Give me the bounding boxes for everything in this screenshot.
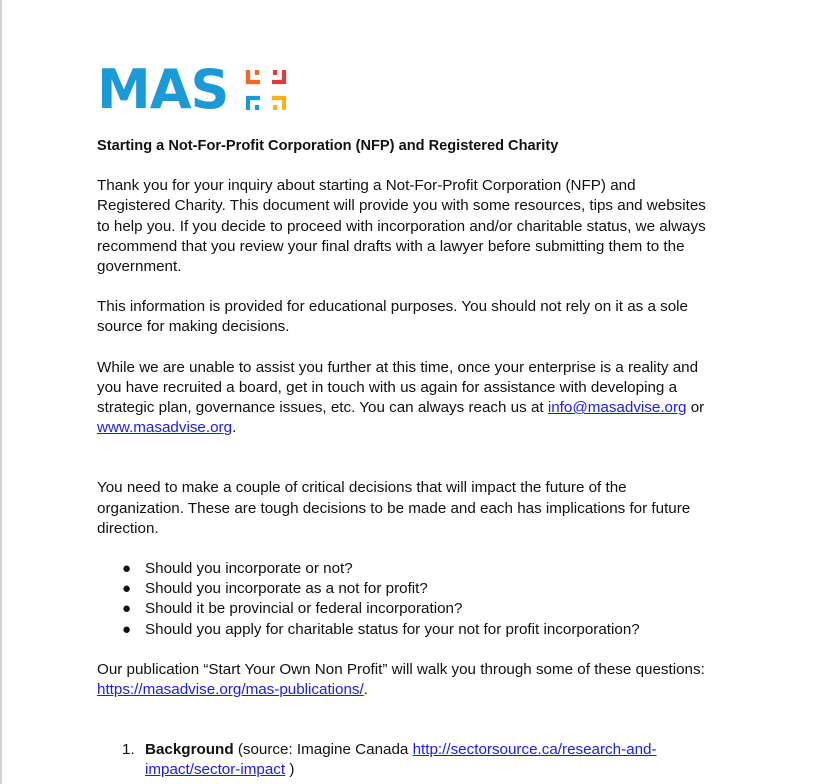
item-number: 1. bbox=[122, 741, 135, 759]
decisions-paragraph: You need to make a couple of critical decisions that will impact the future of the organization. These are tough decisions to be made and each has implications for future direction. bbox=[97, 479, 691, 537]
disclaimer-paragraph: This information is provided for educational purposes. You should not rely on it as a sole source for making decisions. bbox=[97, 298, 688, 336]
publication-paragraph bbox=[97, 660, 711, 700]
numbered-item bbox=[122, 740, 711, 780]
list-item-text: Should you incorporate or not? bbox=[145, 560, 353, 578]
blank-line bbox=[97, 458, 711, 478]
list-item-text: Should it be provincial or federal incorporation? bbox=[145, 600, 463, 618]
logo-text: MAS bbox=[97, 58, 229, 121]
contact-paragraph bbox=[97, 358, 711, 439]
sector-source-link[interactable]: http://sectorsource.ca/research-and-impact/sector-impact bbox=[145, 741, 657, 779]
decision-list bbox=[97, 559, 711, 640]
numbered-list bbox=[97, 740, 711, 780]
intro-paragraph: Thank you for your inquiry about starting a Not-For-Profit Corporation (NFP) and Registered Charity. This document will provide you with some resources, tips and websites to help you. If you decide to proceed with incorporation and/or charitable status, we always recommend that you review your final drafts with a lawyer before submitting them to the government. bbox=[97, 177, 706, 276]
publications-link[interactable]: https://masadvise.org/mas-publications/ bbox=[97, 681, 364, 699]
list-item bbox=[122, 579, 711, 599]
list-item bbox=[122, 620, 711, 640]
publication-text: Our publication “Start Your Own Non Profit” will walk you through some of these questions: bbox=[97, 660, 705, 678]
publication-end: . bbox=[363, 681, 368, 699]
page-edge bbox=[0, 0, 2, 784]
contact-end: . bbox=[232, 419, 237, 437]
bullet-icon: ● bbox=[122, 580, 132, 598]
bullet-icon: ● bbox=[122, 560, 132, 578]
bullet-icon: ● bbox=[122, 600, 132, 618]
list-item-text: Should you apply for charitable status for your not for profit incorporation? bbox=[145, 620, 640, 638]
mas-logo bbox=[97, 58, 711, 121]
item-heading: Background bbox=[145, 741, 234, 759]
document-page bbox=[97, 58, 711, 781]
website-link[interactable]: www.masadvise.org bbox=[97, 419, 233, 437]
document-title: Starting a Not-For-Profit Corporation (NFP) and Registered Charity bbox=[97, 138, 559, 154]
list-item bbox=[122, 559, 711, 579]
mas-logo-mark-icon bbox=[242, 66, 290, 114]
contact-or: or bbox=[686, 399, 705, 417]
email-link[interactable]: info@masadvise.org bbox=[547, 399, 687, 417]
contact-text: While we are unable to assist you further at this time, once your enterprise is a reality and you have recruited a board, get in touch with us again for assistance with developing a strategic plan, governance issues, etc. You can always reach us at bbox=[97, 358, 699, 417]
list-item bbox=[122, 599, 711, 619]
item-end: ) bbox=[285, 761, 295, 779]
item-text: (source: Imagine Canada bbox=[233, 741, 413, 759]
bullet-icon: ● bbox=[122, 620, 132, 638]
list-item-text: Should you incorporate as a not for profit? bbox=[145, 580, 428, 598]
